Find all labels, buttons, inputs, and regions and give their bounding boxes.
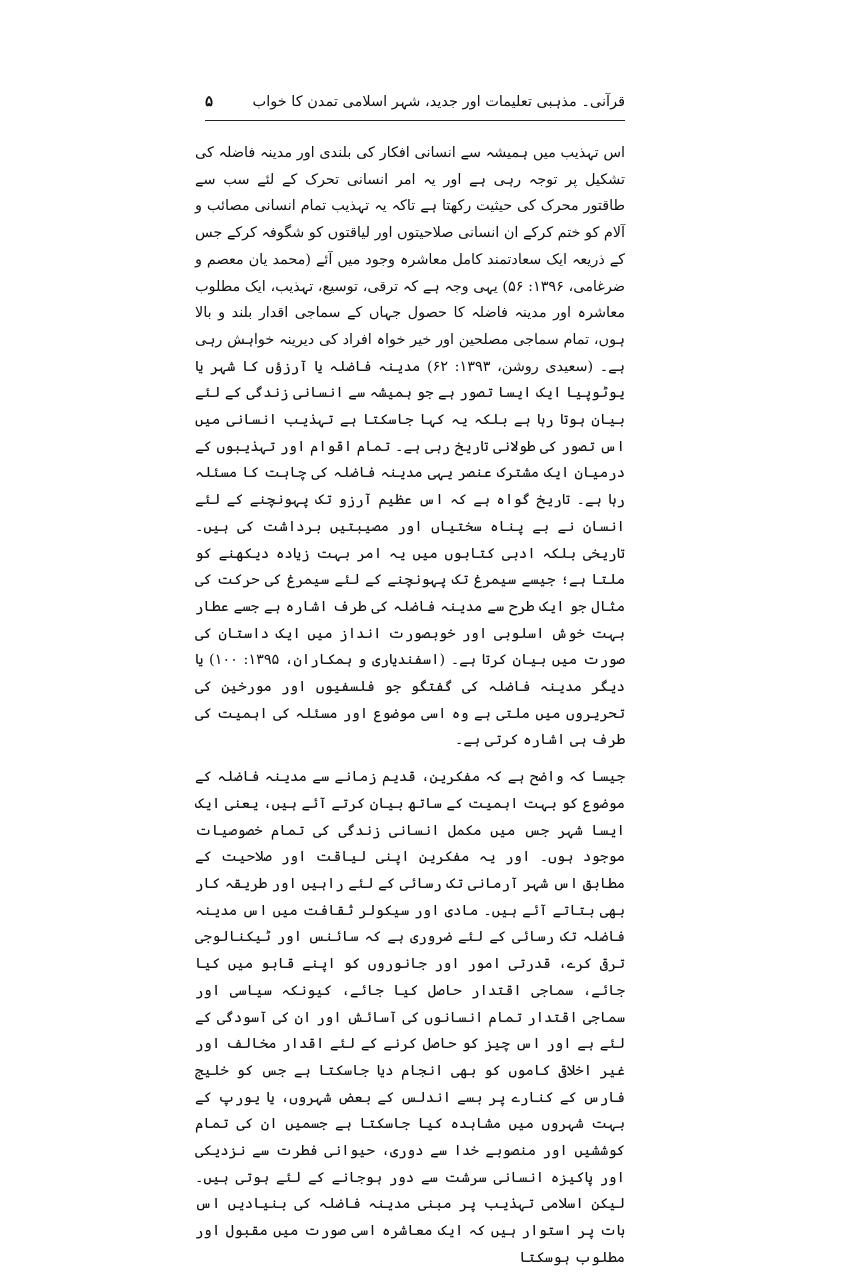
header-rule <box>205 120 625 121</box>
running-title: قرآنی۔ مذہبی تعلیمات اور جدید، شہر اسلامی تمدن کا خواب <box>252 94 625 110</box>
page-number: ۵ <box>205 92 214 110</box>
paragraph-1: اس تہذیب میں ہمیشہ سے انسانی افکار کی بلندی اور مدینہ فاضلہ کی تشکیل پر توجہ رہی ہے اور یہ امر انسانی تحرک کے لئے سب سے طاقتور محرک کی حیثیت رکھتا ہے تاکہ یہ تہذیب تمام انسانی مصائب و آلام کو ختم کرکے ان انسانی صلاحیتوں اور لیاقتوں کو شگوفہ کرکے جس کے ذریعہ ایک سعادتمند کامل معاشرہ وجود میں آئے (محمد یان معصم و ضرغامی، ۱۳۹۶: ۵۶) یہی وجہ ہے کہ ترقی، توسیع، تہذیب، ایک مطلوب معاشرہ اور مدینہ فاضلہ کا حصول جہاں کے سماجی اقدار بلند و بالا ہوں، تمام سماجی مصلحین اور خیر خواہ افراد کی دیرینہ خواہش رہی ہے۔ (سعیدی روشن، ۱۳۹۳: ۶۲) مدینہ فاضلہ یا آرزؤں کا شہر یا یوٹوپیا ایک ایسا تصور ہے جو ہمیشہ سے انسانی زندگی کے لئے بیان ہوتا رہا ہے بلکہ یہ کہا جاسکتا ہے تہذیب انسانی میں اس تصور کی طولانی تاریخ رہی ہے۔ تمام اقوام اور تہذیبوں کے درمیان ایک مشترک عنصر یہی مدینہ فاضلہ کی چاہت کا مسئلہ رہا ہے۔ تاریخ گواہ ہے کہ اس عظیم آرزو تک پہونچنے کے لئے انسان نے بے پناہ سختیاں اور مصیبتیں برداشت کی ہیں۔ تاریخی بلکہ ادبی کتابوں میں یہ امر بہت زیادہ دیکھنے کو ملتا ہے؛ جیسے سیمرغ تک پہونچنے کے لئے سیمرغ کی حرکت کی مثال جو ایک طرح سے مدینہ فاضلہ کی طرف اشارہ ہے جسے عطار بہت خوش اسلوبی اور خوبصورت انداز میں ایک داستان کی صورت میں بیان کرتا ہے۔ (اسفندیاری و ہمکاران، ۱۳۹۵: ۱۰۰) یا دیگر مدینہ فاضلہ کی گفتگو جو فلسفیوں اور مورخین کی تحریروں میں ملتی ہے وہ اسی موضوع اور مسئلہ کی اہمیت کی طرف ہی اشارہ کرتی ہے۔ <box>195 145 625 749</box>
body-text <box>195 140 625 1282</box>
paragraph-2: جیسا کہ واضح ہے کہ مفکرین، قدیم زمانے سے مدینہ فاضلہ کے موضوع کو بہت اہمیت کے ساتھ بیان کرتے آئے ہیں، یعنی ایک ایسا شہر جس میں مکمل انسانی زندگی کی تمام خصوصیات موجود ہوں۔ اور یہ مفکرین اپنی لیاقت اور صلاحیت کے مطابق اس شہر آرمانی تک رسائی کے لئے راہیں اور طریقہ کار بھی بتاتے آئے ہیں۔ مادی اور سیکولر ثقافت میں اس مدینہ فاضلہ تک رسائی کے لئے ضروری ہے کہ سائنس اور ٹیکنالوجی ترقی کرے، قدرتی امور اور جانوروں کو اپنے قابو میں کیا جائے، سماجی اقتدار حاصل کیا جائے، کیونکہ سیاسی اور سماجی اقتدار تمام انسانوں کی آسائش اور ان کی آسودگی کے لئے ہے اور اس چیز کو حاصل کرنے کے لئے اقدار مخالف اور غیر اخلاقی کاموں کو بھی انجام دیا جاسکتا ہے جس کو خلیج فارس کے کنارے پر بسے اندلس کے بعض شہروں، یا یورپ کے بہت شہروں میں مشاہدہ کیا جاسکتا ہے جسمیں ان کی تمام کوششیں اور منصوبے خدا سے دوری، حیوانی فطرت سے نزدیکی اور پاکیزہ انسانی سرشت سے دور ہوجانے کے لئے ہوتی ہیں۔ لیکن اسلامی تہذیب پر مبنی مدینہ فاضلہ کی بنیادیں اس بات پر استوار ہیں کہ ایک معاشرہ اسی صورت میں مقبول اور مطلوب ہوسکتا <box>195 769 626 1266</box>
page-header <box>205 92 625 118</box>
